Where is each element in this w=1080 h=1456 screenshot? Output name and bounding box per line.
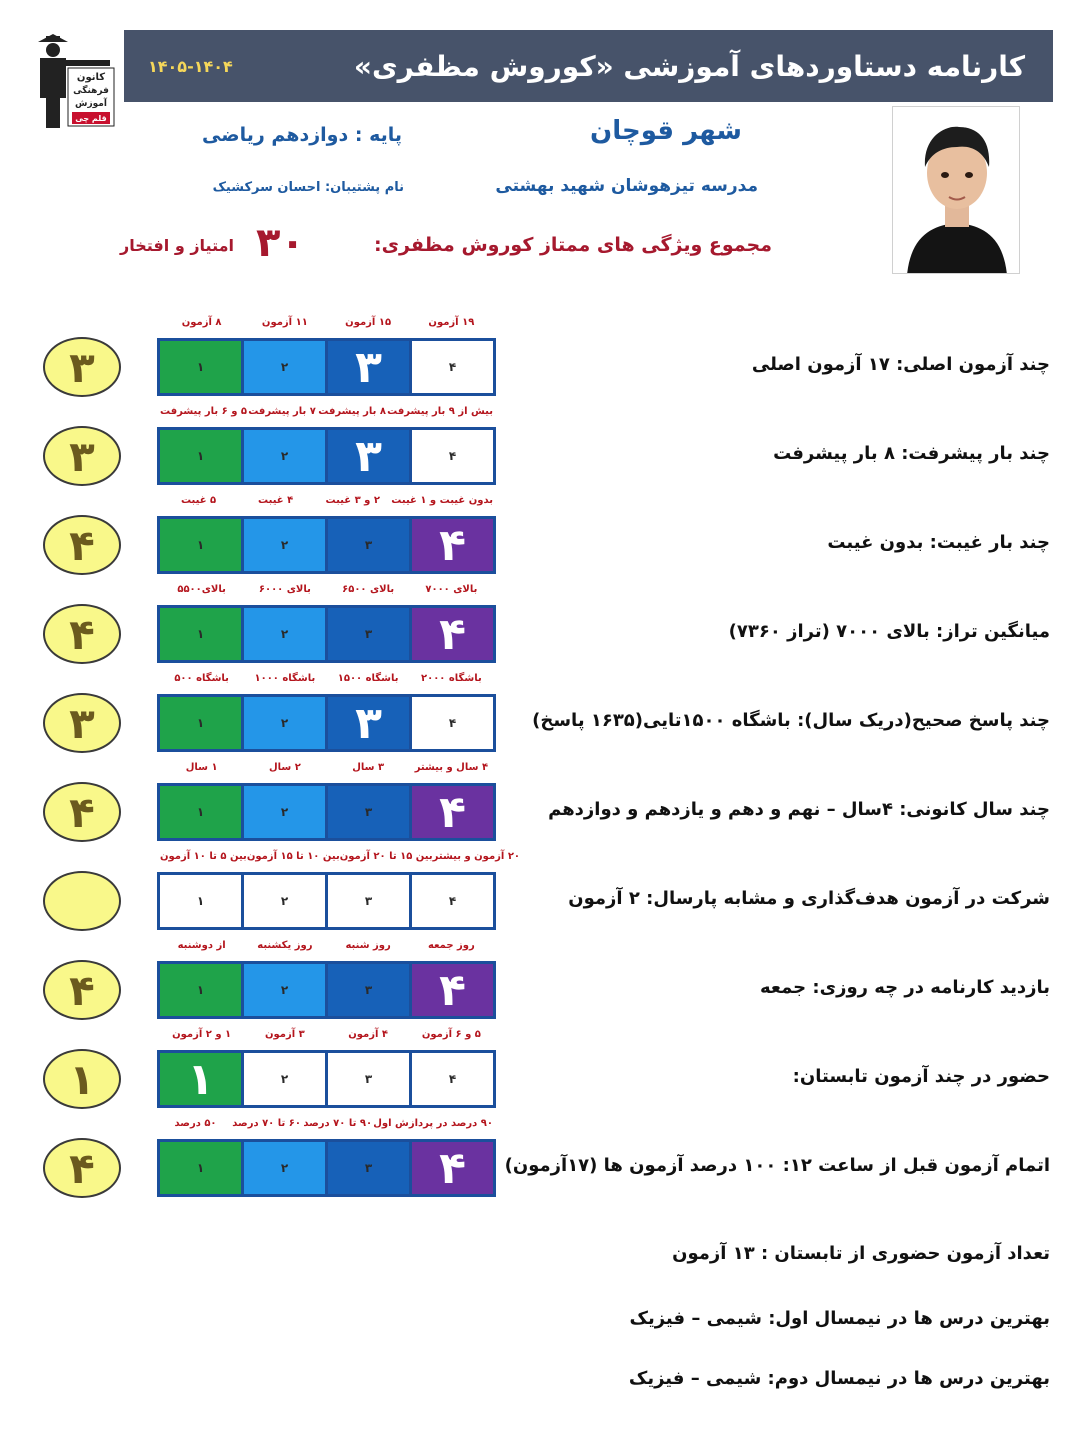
tier-label: ۱۱ آزمون [261,317,308,328]
tier-label: ۴ سال و بیشتر [414,762,489,773]
row-label: شرکت در آزمون هدف‌گذاری و مشابه پارسال: ۲ آزمون [568,888,1050,909]
score-badge: ۴ [43,782,121,842]
row-label: چند آزمون اصلی: ۱۷ آزمون اصلی [751,354,1050,375]
svg-text:آموزش: آموزش [75,99,107,109]
row-label: حضور در چند آزمون تابستان: [792,1066,1050,1087]
tier-label: باشگاه ۲۰۰۰ [421,673,482,684]
level-cell: ۴ [409,875,493,927]
tier-label: ۲ و ۳ غیبت [325,495,380,506]
tier-label: ۹۰ درصد در پردازش اول [373,1118,494,1129]
tier-label: از دوشنبه [177,940,226,951]
score-badge: ۴ [43,960,121,1020]
level-cell: ۴ [409,964,493,1016]
row-label: چند بار پیشرفت: ۸ بار پیشرفت [773,443,1050,464]
report-title: کارنامه دستاوردهای آموزشی «کوروش مظفری» [353,49,1025,83]
tier-label: ۴ آزمون [348,1029,389,1040]
tier-label: بالای ۶۰۰۰ [258,584,311,595]
level-cell: ۲ [241,341,325,393]
level-cell: ۴ [409,430,493,482]
tier-label: ۱۵ آزمون [345,317,392,328]
supporter-name: نام پشتیبان: احسان سرکشیک [212,180,404,195]
row-tier-labels [160,317,493,328]
total-score: ۳۰ [256,220,305,266]
row-tier-labels [160,406,493,417]
level-cell: ۴ [409,697,493,749]
tier-label: بالای ۷۰۰۰ [425,584,478,595]
level-cell: ۱ [160,430,241,482]
achievement-bar [157,1139,496,1197]
row-label: چند بار غیبت: بدون غیبت [827,532,1050,553]
best-subjects-second-half: بهترین درس ها در نیمسال دوم: شیمی – فیزیک [628,1368,1050,1389]
row-tier-labels [160,940,493,951]
tier-label: ۵ و ۶ بار پیشرفت [160,406,248,417]
level-cell: ۴ [409,341,493,393]
tier-label: روز جمعه [427,940,475,951]
achievement-bar [157,338,496,396]
score-badge: ۳ [43,426,121,486]
tier-label: بیش از ۹ بار پیشرفت [387,406,494,417]
academic-years: ۱۴۰۵-۱۴۰۴ [148,56,233,76]
tier-label: بین ۵ تا ۱۰ آزمون [160,851,247,862]
tier-label: روز یکشنبه [257,940,313,951]
level-cell: ۳ [325,786,409,838]
graduate-icon [32,30,120,134]
level-cell: ۳ [325,1142,409,1194]
level-cell: ۲ [241,1053,325,1105]
level-cell: ۱ [160,875,241,927]
level-cell: ۲ [241,519,325,571]
score-badge: ۴ [43,1138,121,1198]
level-cell: ۴ [409,1142,493,1194]
tier-label: بالای ۶۵۰۰ [342,584,395,595]
level-cell: ۲ [241,875,325,927]
tier-label: ۸ بار پیشرفت [318,406,386,417]
tier-label: ۱ سال [185,762,218,773]
tier-label: ۷ بار پیشرفت [248,406,316,417]
level-cell: ۳ [325,1053,409,1105]
tier-label: ۴ غیبت [258,495,294,506]
row-tier-labels [160,584,493,595]
tier-label: ۹۰ تا ۷۰ درصد [303,1118,373,1129]
student-school: مدرسه تیزهوشان شهید بهشتی [495,176,758,196]
kanoon-logo [32,30,120,134]
tier-label: ۳ سال [352,762,385,773]
level-cell: ۱ [160,786,241,838]
tier-label: ۶۰ تا ۷۰ درصد [232,1118,301,1129]
achievement-bar [157,694,496,752]
total-suffix: امتیاز و افتخار [120,236,234,255]
level-cell: ۱ [160,608,241,660]
achievement-bar [157,427,496,485]
level-cell: ۲ [241,608,325,660]
tier-label: ۳ آزمون [264,1029,305,1040]
best-subjects-first-half: بهترین درس ها در نیمسال اول: شیمی – فیزیک [629,1308,1050,1329]
level-cell: ۳ [325,697,409,749]
row-label: بازدید کارنامه در چه روزی: جمعه [760,977,1050,998]
level-cell: ۴ [409,786,493,838]
row-label: میانگین تراز: بالای ۷۰۰۰ (تراز ۷۳۶۰) [728,621,1050,642]
student-grade: پایه : دوازدهم ریاضی [202,124,402,146]
level-cell: ۳ [325,964,409,1016]
tier-label: ۱۹ آزمون [428,317,475,328]
header-bar [124,30,1053,102]
level-cell: ۲ [241,430,325,482]
row-label: اتمام آزمون قبل از ساعت ۱۲: ۱۰۰ درصد آزمون ها (۱۷آزمون) [504,1155,1050,1176]
level-cell: ۳ [325,519,409,571]
student-photo-icon [893,107,1020,274]
row-label: چند پاسخ صحیح(دریک سال): باشگاه ۱۵۰۰تایی(۱۶۳۵ پاسخ) [532,710,1050,731]
score-badge: ۴ [43,604,121,664]
level-cell: ۱ [160,341,241,393]
achievement-bar [157,516,496,574]
summer-exam-count: تعداد آزمون حضوری از تابستان : ۱۳ آزمون [672,1243,1050,1264]
level-cell: ۳ [325,608,409,660]
tier-label: باشگاه ۵۰۰ [174,673,229,684]
level-cell: ۲ [241,964,325,1016]
row-tier-labels [160,495,493,506]
level-cell: ۱ [160,1142,241,1194]
student-city: شهر قوچان [590,116,742,146]
level-cell: ۱ [160,697,241,749]
level-cell: ۲ [241,1142,325,1194]
row-tier-labels [160,851,521,862]
tier-label: ۵ و ۶ آزمون [421,1029,481,1040]
row-tier-labels [160,1029,493,1040]
level-cell: ۴ [409,519,493,571]
tier-label: ۱ و ۲ آزمون [172,1029,232,1040]
score-badge [43,871,121,931]
score-badge: ۴ [43,515,121,575]
row-tier-labels [160,1118,493,1129]
achievement-bar [157,783,496,841]
level-cell: ۲ [241,786,325,838]
tier-label: باشگاه ۱۵۰۰ [337,673,399,684]
level-cell: ۳ [325,875,409,927]
achievement-bar [157,961,496,1019]
level-cell: ۲ [241,697,325,749]
tier-label: ۲ سال [268,762,301,773]
level-cell: ۱ [160,964,241,1016]
tier-label: بدون غیبت و ۱ غیبت [391,495,493,506]
tier-label: باشگاه ۱۰۰۰ [254,673,316,684]
svg-text:فرهنگی: فرهنگی [73,86,109,96]
features-label: مجموع ویژگی های ممتاز کوروش مظفری: [374,234,772,256]
score-badge: ۳ [43,337,121,397]
tier-label: ۸ آزمون [181,317,222,328]
score-badge: ۳ [43,693,121,753]
student-photo [892,106,1020,274]
svg-text:کانون: کانون [76,72,106,83]
achievement-bar [157,1050,496,1108]
tier-label: ۵ غیبت [180,495,217,506]
level-cell: ۱ [160,1053,241,1105]
score-badge: ۱ [43,1049,121,1109]
tier-label: روز شنبه [345,940,391,951]
row-tier-labels [160,762,493,773]
achievement-bar [157,605,496,663]
level-cell: ۴ [409,608,493,660]
tier-label: بالای۵۵۰۰ [177,584,226,595]
level-cell: ۳ [325,341,409,393]
svg-text:قلم چی: قلم چی [75,114,107,123]
row-label: چند سال کانونی: ۴سال – نهم و دهم و یازدهم و دوازدهم [548,799,1050,820]
tier-label: ۵۰ درصد [174,1118,217,1129]
achievement-bar [157,872,496,930]
level-cell: ۴ [409,1053,493,1105]
tier-label: بین ۱۰ تا ۱۵ آزمون [246,851,340,862]
level-cell: ۱ [160,519,241,571]
row-tier-labels [160,673,493,684]
tier-label: ۲۰ آزمون و بیشتر [432,851,521,862]
level-cell: ۳ [325,430,409,482]
tier-label: بین ۱۵ تا ۲۰ آزمون [339,851,433,862]
